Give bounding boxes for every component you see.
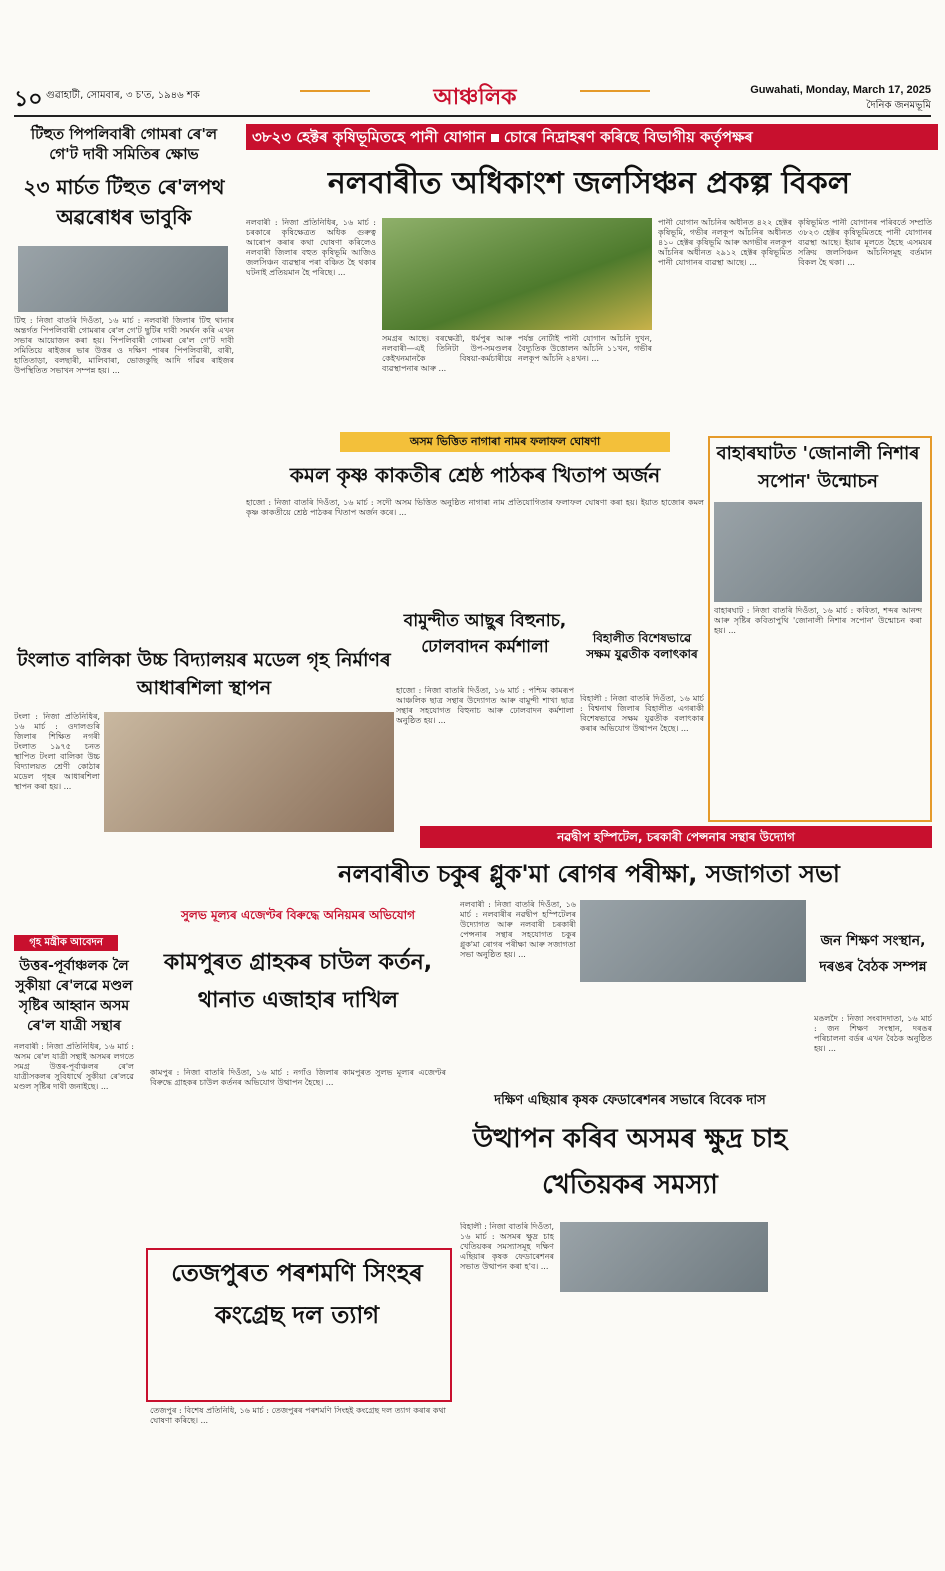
lead-headline: নলবাৰীত অধিকাংশ জলসিঞ্চন প্ৰকল্প বিকল [327, 166, 851, 201]
baharghat-headline: বাহাৰঘাটত 'জোনালী নিশাৰ সপোন' উন্মোচন [716, 443, 920, 492]
glaucoma-headline: নলবাৰীত চকুৰ গ্লুক'মা ৰোগৰ পৰীক্ষা, সজাগতা সভা [338, 860, 840, 888]
left-headline-4: উত্তৰ-পূৰ্বাঞ্চলক লৈ সুকীয়া ৰে'লৱে মণ্ডল সৃষ্টিৰ আহ্বান অসম ৰে'ল যাত্ৰী সন্থাৰ [15, 958, 133, 1034]
left-body-1: টিহু : নিজা বাতৰি দিওঁতা, ১৬ মাৰ্চ : নলবাৰী জিলাৰ টিহু থানাৰ অন্তৰ্গত পিপলিবাৰী গোমৰাৰ ৰে'ল গে'ট ছুটিৰ দাবী সমৰ্থন কৰি এখন সভাৰ আয়োজন কৰা হয়। পিপলিবাৰী গোমৰা ৰে'ল গে'ট দাবী সমিতিয়ে ৰাইজৰ ভাৰ উত্তৰ ও দক্ষিণ পাৰৰ পিপলিবাৰী, বাৰী, হাতিতাড়া, বলছাৰী, মালিবাৰা, ভোজকুছি আদি গাঁৱৰ ৰাইজৰ উপস্থিতিত সভাখন সম্পন্ন হয়। ... [14, 316, 234, 375]
eye-camp-photo [580, 900, 806, 982]
tezpur-body: তেজপুৰ : বিশেষ প্ৰতিনিধি, ১৬ মাৰ্চ : তেজপুৰৰ পৰশমণি সিংহই কংগ্ৰেছ দল ত্যাগ কৰাৰ কথা ঘোষণা কৰিছে। ... [150, 1406, 446, 1425]
kampur-tag: সুলভ মূল্যৰ এজেণ্টৰ বিৰুদ্ধে অনিয়মৰ অভিযোগ [180, 908, 416, 922]
date-assamese: গুৱাহাটী, সোমবাৰ, ৩ চ'ত, ১৯৪৬ শক [46, 90, 200, 101]
lead-body-4: পানী যোগান আঁচনিৰ অধীনত ৪২২ হেক্টৰ কৃষিভূমি, গভীৰ নলকূপ আঁচনিৰ অধীনত ৪১০ হেক্টৰ কৃষিভূমি আৰু অগভীৰ নলকূপ আঁচনিৰ অধীনত ২৯১২ হেক্টৰ কৃষিভূমিত পানী যোগানৰ ব্যৱস্থা আছে। ... [658, 218, 792, 267]
ceremony-photo [104, 712, 394, 832]
tea-meeting-photo [560, 1222, 768, 1292]
jss-headline: জন শিক্ষণ সংস্থান, দৰঙৰ বৈঠক সম্পন্ন [819, 933, 927, 975]
bihali-body: বিহালী : নিজা বাতৰি দিওঁতা, ১৬ মাৰ্চ : বিশ্বনাথ জিলাৰ বিহালীত এগৰাকী বিশেষভাৱে সক্ষম যুৱতীক বলাৎকাৰ কৰাৰ অভিযোগ উত্থাপন হৈছে। ... [580, 694, 704, 733]
kampur-headline: কামপুৰত গ্ৰাহকৰ চাউল কৰ্তন, থানাত এজাহাৰ দাখিল [163, 950, 433, 1013]
kamal-body: হাজো : নিজা বাতৰি দিওঁতা, ১৬ মাৰ্চ : সদৌ অসম ভিত্তিত অনুষ্ঠিত নাগাৰা নাম প্ৰতিযোগিতাৰ ফলাফল ঘোষণা কৰা হয়। ইয়াত হাজোৰ কমল কৃষ্ণ কাকতীয়ে শ্ৰেষ্ঠ পাঠকৰ খিতাপ অৰ্জন কৰে। ... [246, 498, 704, 517]
kamal-headline: কমল কৃষ্ণ কাকতীৰ শ্ৰেষ্ঠ পাঠকৰ খিতাপ অৰ্জন [289, 463, 661, 487]
left-headline-2: ২৩ মাৰ্চত টিহুত ৰে'লপথ অৱৰোধৰ ভাবুকি [23, 175, 225, 229]
baharghat-body: বাহাৰঘাট : নিজা বাতৰি দিওঁতা, ১৬ মাৰ্চ : কবিতা, শব্দৰ আনন্দ আৰু সৃষ্টিৰ কবিতাপুথি 'জোনালী নিশাৰ সপোন' উন্মোচন কৰা হয়। ... [714, 606, 922, 635]
left-headline-3: টংলাত বালিকা উচ্চ বিদ্যালয়ৰ মডেল গৃহ নিৰ্মাণৰ আধাৰশিলা স্থাপন [17, 649, 391, 699]
masthead: আঞ্চলিক [370, 80, 580, 110]
tea-tag: দক্ষিণ এছিয়াৰ কৃষক ফেডাৰেশনৰ সভাৰে বিবেক দাস [494, 1093, 766, 1108]
lead-body-1: নলবাৰী : নিজা প্ৰতিনিধিৰ, ১৬ মাৰ্চ : চৰকাৰে কৃষিক্ষেত্ৰত অধিক গুৰুত্ব আৰোপ কৰাৰ কথা ঘোষণা কৰিলেও নলবাৰী জিলাৰ বহুত কৃষিভূমি আজিও জলসিঞ্চন ব্যৱস্থাৰ পৰা বঞ্চিত হৈ থকাৰ ঘটনাই প্ৰতিয়মান হৈ পৰিছে। ... [246, 218, 376, 277]
book-launch-photo [714, 502, 922, 602]
tea-body: বিহালী : নিজা বাতৰি দিওঁতা, ১৬ মাৰ্চ : অসমৰ ক্ষুদ্ৰ চাহ খেতিয়কৰ সমস্যাসমূহ দক্ষিণ এছিয়াৰ কৃষক ফেডাৰেশনৰ সভাত উত্থাপন কৰা হ'ব। ... [460, 1222, 554, 1271]
banner-text-2: চোৰে নিদ্ৰাহৰণ কৰিছে বিভাগীয় কৰ্তৃপক্ষৰ [503, 128, 753, 146]
protest-photo [18, 246, 228, 312]
glaucoma-body: নলবাৰী : নিজা বাতৰি দিওঁতা, ১৬ মাৰ্চ : নলবাৰীৰ নৱদ্বীপ হস্পিটেলৰ উদ্যোগত আৰু নলবাৰী চৰকাৰী পেন্সনাৰ সন্থাৰ সহযোগত চকুৰ গ্লুক'মা ৰোগৰ পৰীক্ষা আৰু সজাগতা সভা অনুষ্ঠিত হয়। ... [460, 900, 576, 959]
lead-body-2: সমগ্ৰৰ আছে। বৰক্ষেত্ৰী, ধৰ্মপুৰ আৰু নলবাৰী—এই তিনিটা উপ-সমণ্ডলৰ কেইখনমানকৈ বিষয়া-কৰ্মচাৰীয়ে ব্যৱস্থাপনাৰ আৰু ... [382, 334, 512, 373]
paper-name: দৈনিক জনমভূমি [866, 100, 931, 111]
bihu-body: হাজো : নিজা বাতৰি দিওঁতা, ১৬ মাৰ্চ : পশ্চিম কামৰূপ আঞ্চলিক ছাত্ৰ সন্থাৰ উদ্যোগত আৰু বামুন্দী শাখা ছাত্ৰ সন্থাৰ সহযোগত বিহুনাচ আৰু ঢোলবাদন কৰ্মশালা অনুষ্ঠিত হয়। ... [396, 686, 574, 725]
top-rule [14, 115, 931, 117]
left-body-4: নলবাৰী : নিজা প্ৰতিনিধিৰ, ১৬ মাৰ্চ : অসম ৰে'ল যাত্ৰী সন্থাই অসমৰ লগতে সমগ্ৰ উত্তৰ-পূৰ্বাঞ্চলৰ ৰে'ল যাত্ৰীসকলৰ সুবিধাৰ্থে সুকীয়া ৰে'লৱে মণ্ডল সৃষ্টিৰ দাবী জনাইছে। ... [14, 1042, 134, 1091]
top-banner [246, 124, 938, 150]
bihu-headline: বামুন্দীত আছুৰ বিহুনাচ, ঢোলবাদন কৰ্মশালা [403, 611, 567, 657]
section-tag: গৃহ মন্ত্ৰীক আবেদন [14, 935, 118, 951]
lead-body-5: কৃষিভূমিত পানী যোগানৰ পৰিবৰ্তে সম্প্ৰতি ৩৮২৩ হেক্টৰ কৃষিভূমিতহে পানী যোগানৰ ব্যৱস্থা আছে। ইয়াৰ মূলতে হৈছে এসময়ৰ সক্ৰিয় জলসিঞ্চন আঁচনিসমূহ বৰ্তমান বিকল হৈ থকা। ... [798, 218, 932, 267]
tezpur-headline: তেজপুৰত পৰশমণি সিংহৰ কংগ্ৰেছ দল ত্যাগ [171, 1259, 423, 1329]
page-number: ১০ [14, 87, 43, 112]
lead-body-3: পৰ্যন্ত নোৰ্টাই পানী যোগান আঁচনি দুখন, বৈদ্যুতিক উত্তোলন আঁচনি ১১খন, গভীৰ নলকূপ আঁচনি ২৪খন। ... [518, 334, 652, 363]
bihali-headline: বিহালীত বিশেষভাৱে সক্ষম যুৱতীক বলাৎকাৰ [586, 631, 698, 661]
tea-headline: উত্থাপন কৰিব অসমৰ ক্ষুদ্ৰ চাহ খেতিয়কৰ সমস্যা [472, 1124, 788, 1200]
field-photo [382, 218, 652, 330]
left-body-3: টংলা : নিজা প্ৰতিনিধিৰ, ১৬ মাৰ্চ : ওদালগুৰি জিলাৰ শিক্ষিত নগৰী টংলাত ১৯৭৫ চনত স্থাপিত টংলা বালিকা উচ্চ বিদ্যালয়ত শ্ৰেণী কোঠাৰ মডেল গৃহৰ আধাৰশিলা স্থাপন কৰা হয়। ... [14, 712, 100, 791]
square-bullet-icon [491, 134, 499, 142]
nagara-tag: অসম ভিত্তিত নাগাৰা নামৰ ফলাফল ঘোষণা [340, 432, 670, 452]
kampur-body: কামপুৰ : নিজা বাতৰি দিওঁতা, ১৬ মাৰ্চ : নগাঁও জিলাৰ কামপুৰত সুলভ মূল্যৰ এজেণ্টৰ বিৰুদ্ধে গ্ৰাহকৰ চাউল কৰ্তনৰ অভিযোগ উত্থাপন হৈছে। ... [150, 1068, 446, 1087]
left-headline-1: টিহুত পিপলিবাৰী গোমৰা ৰে'ল গে'ট দাবী সমিতিৰ ক্ষোভ [30, 125, 218, 163]
date-english: Guwahati, Monday, March 17, 2025 [750, 84, 931, 96]
jss-body: মঙলদৈ : নিজা সংবাদদাতা, ১৬ মাৰ্চ : জন শিক্ষণ সংস্থান, দৰঙৰ পৰিচালনা বৰ্ডৰ এখন বৈঠক অনুষ্ঠিত হয়। ... [814, 1014, 932, 1053]
glaucoma-banner: নৱদ্বীপ হস্পিটেল, চৰকাৰী পেন্সনাৰ সন্থাৰ উদ্যোগ [420, 826, 932, 848]
banner-text-1: ৩৮২৩ হেক্টৰ কৃষিভূমিতহে পানী যোগান [252, 128, 486, 146]
